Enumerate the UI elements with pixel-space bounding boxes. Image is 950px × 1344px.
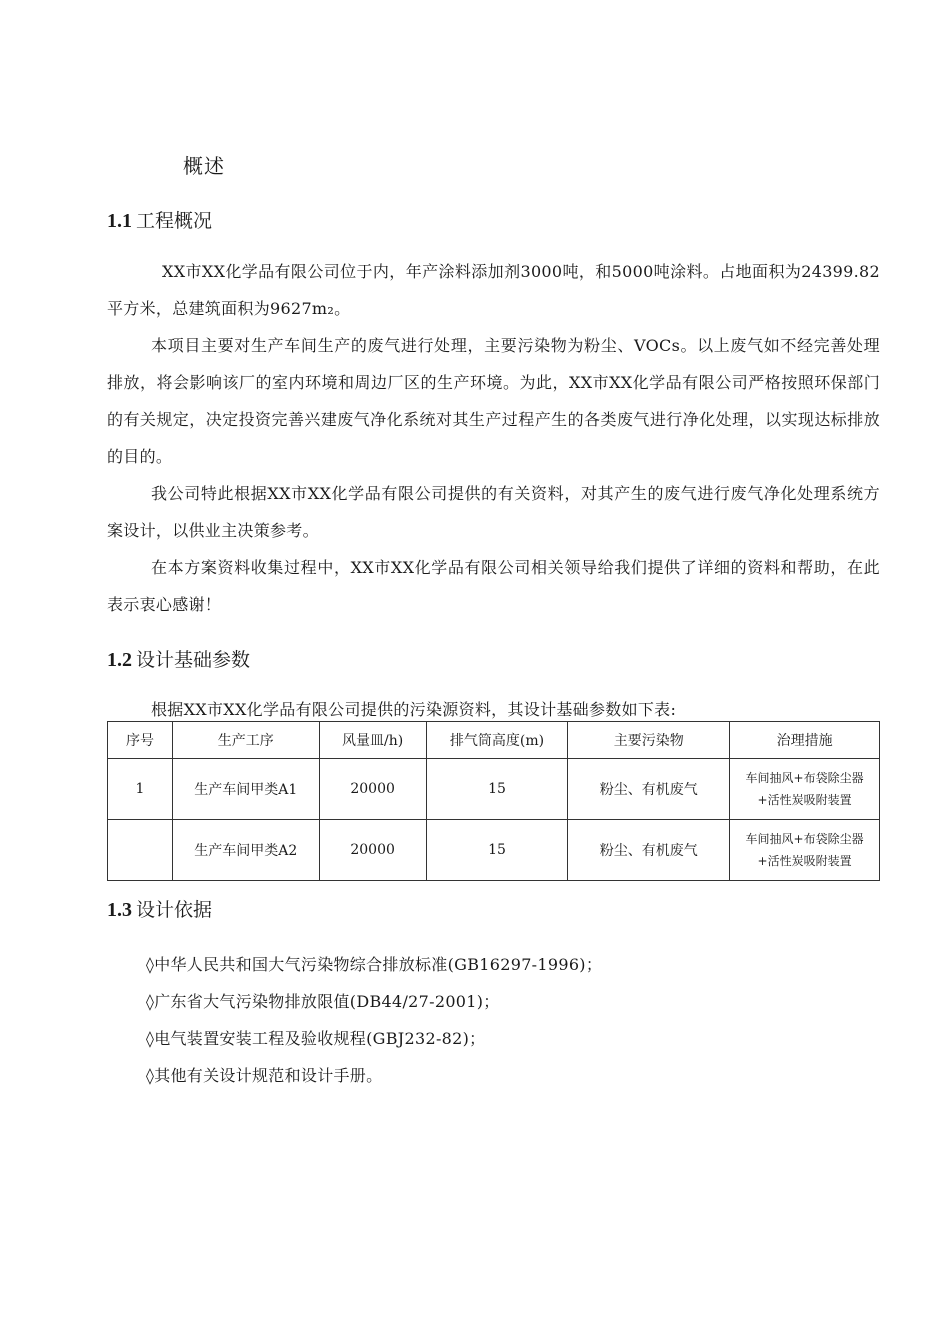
header-airflow: 风量皿/h) <box>319 722 426 759</box>
cell-process: 生产车间甲类A2 <box>172 820 319 881</box>
header-measures: 治理措施 <box>730 722 880 759</box>
cell-index: 1 <box>108 759 173 820</box>
cell-measures <box>730 820 880 881</box>
header-pollutants: 主要污染物 <box>568 722 730 759</box>
section-number: 1.3 <box>107 899 132 921</box>
section-title: 工程概况 <box>136 210 213 232</box>
section-heading-1-2 <box>107 645 250 672</box>
header-index: 序号 <box>108 722 173 759</box>
basis-item: ◊电气装置安装工程及验收规程(GBJ232-82)； <box>146 1029 486 1048</box>
cell-measures <box>730 759 880 820</box>
cell-pollutants: 粉尘、有机废气 <box>568 820 730 881</box>
cell-stack-height: 15 <box>426 759 568 820</box>
measure-line: 车间抽风+布袋除尘器 <box>745 771 864 785</box>
paragraph-project: 本项目主要对生产车间生产的废气进行处理，主要污染物为粉尘、VOCs。以上废气如不经完善处理排放，将会影响该厂的室内环境和周边厂区的生产环境。为此，XX市XX化学品有限公司严格按照环保部门的有关规定，决定投资完善兴建废气净化系统对其生产过程产生的各类废气进行净化处理，以实现达标排放的目的。 <box>107 336 880 466</box>
header-process: 生产工序 <box>172 722 319 759</box>
paragraph-thanks: 在本方案资料收集过程中，XX市XX化学品有限公司相关领导给我们提供了详细的资料和帮助，在此表示衷心感谢！ <box>107 558 880 614</box>
section-number: 1.2 <box>107 649 132 671</box>
basis-item: ◊其他有关设计规范和设计手册。 <box>146 1066 383 1085</box>
header-stack-height: 排气筒高度(m) <box>426 722 568 759</box>
table-row <box>108 759 880 820</box>
section-title: 设计基础参数 <box>136 649 251 671</box>
section-number: 1.1 <box>107 210 132 232</box>
paragraph-purpose: 我公司特此根据XX市XX化学品有限公司提供的有关资料，对其产生的废气进行废气净化处理系统方案设计，以供业主决策参考。 <box>107 484 880 540</box>
paragraph-overview: XX市XX化学品有限公司位于内，年产涂料添加剂3000吨，和5000吨涂料。占地面积为24399.82平方米，总建筑面积为9627m₂。 <box>107 262 880 318</box>
table-intro: 根据XX市XX化学品有限公司提供的污染源资料，其设计基础参数如下表: <box>151 700 677 719</box>
section-heading-1-3 <box>107 895 212 922</box>
basis-item: ◊中华人民共和国大气污染物综合排放标准(GB16297-1996)； <box>146 955 603 974</box>
cell-process: 生产车间甲类A1 <box>172 759 319 820</box>
table-row <box>108 820 880 881</box>
measure-line: 车间抽风+布袋除尘器 <box>745 832 864 846</box>
measure-line: +活性炭吸附装置 <box>757 793 852 807</box>
measure-line: +活性炭吸附装置 <box>757 854 852 868</box>
section-heading-1-1 <box>107 206 212 233</box>
cell-index <box>108 820 173 881</box>
cell-airflow: 20000 <box>319 759 426 820</box>
table-header-row <box>108 722 880 759</box>
design-parameters-table <box>107 721 880 881</box>
cell-airflow: 20000 <box>319 820 426 881</box>
cell-pollutants: 粉尘、有机废气 <box>568 759 730 820</box>
document-title: 概述 <box>183 154 225 178</box>
cell-stack-height: 15 <box>426 820 568 881</box>
section-title: 设计依据 <box>136 899 213 921</box>
basis-item: ◊广东省大气污染物排放限值(DB44/27-2001)； <box>146 992 500 1011</box>
